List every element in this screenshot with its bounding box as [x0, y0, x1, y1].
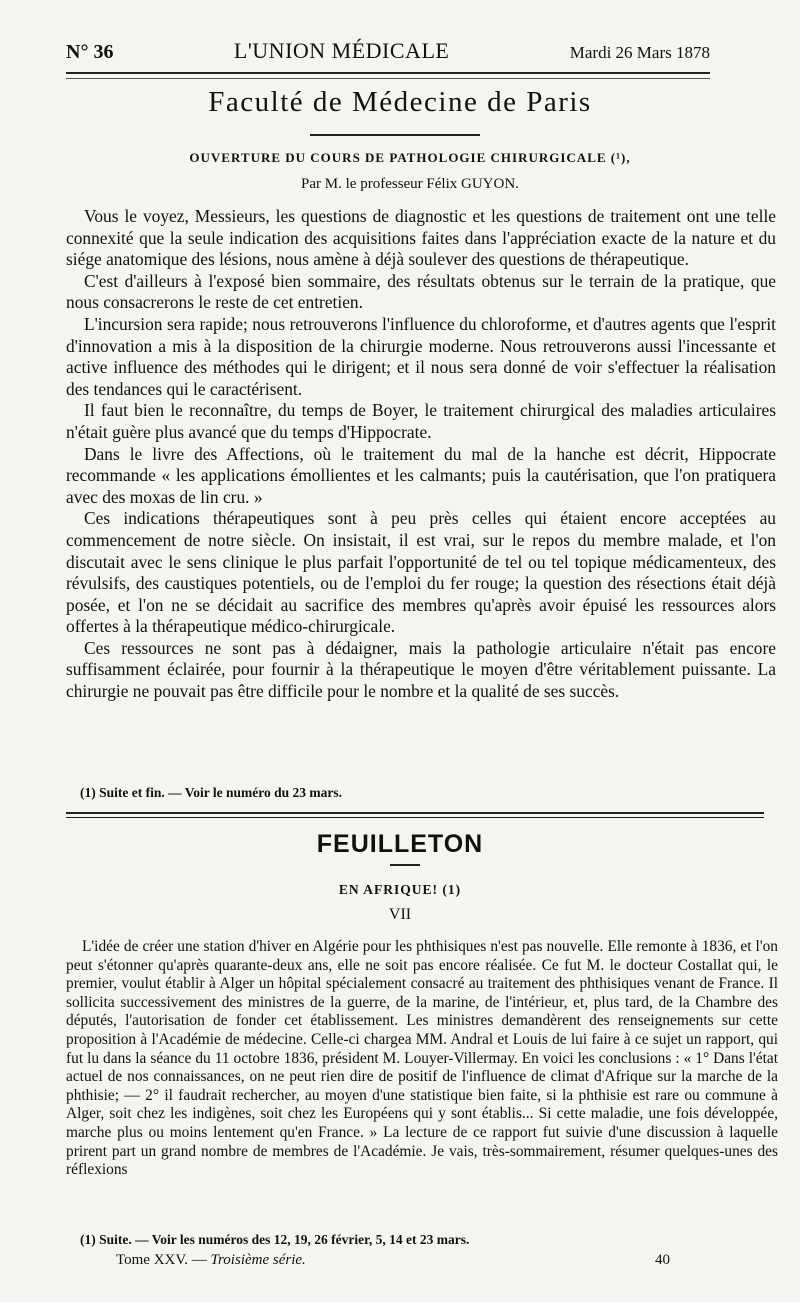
paragraph: Il faut bien le reconnaître, du temps de Boyer, le traitement chirurgical des maladies articulaires n'était guère plus avancé que du temps d'Hippocrate.: [66, 400, 776, 442]
issue-date: Mardi 26 Mars 1878: [569, 43, 710, 62]
paragraph: Ces ressources ne sont pas à dédaigner, mais la pathologie articulaire n'était pas encore suffisamment éclairée, pour fournir à la thérapeutique le moyen d'être véritablement puissante. La chirurgie ne pouvait pas être difficile pour le nombre et la qualité de ses succès.: [66, 637, 776, 702]
paragraph: Vous le voyez, Messieurs, les questions de diagnostic et les questions de traitement ont une telle connexité que la seule indication des acquisitions faites dans l'appréciation exacte de la nature et du siége anatomique des lésions, nous amène à déjà soulever des questions de thérapeutique.: [66, 206, 776, 270]
section-heading: Faculté de Médecine de Paris: [208, 86, 592, 118]
footer-series: [116, 1252, 306, 1269]
paragraph: Dans le livre des Affections, où le traitement du mal de la hanche est décrit, Hippocrate recommande « les applications émollientes et les calmants; puis la cautérisation, que l'on pratiquera avec des moxas de lin cru. »: [66, 443, 776, 507]
chapter-number: VII: [388, 906, 412, 923]
feuilleton-rule: [390, 864, 420, 866]
footer-tome: Tome XXV. —: [116, 1252, 207, 1268]
heading-rule: [310, 134, 480, 136]
paragraph: L'incursion sera rapide; nous retrouverons l'influence du chloroforme, et d'autres agents que l'esprit d'innovation a mis à la disposition de la chirurgie moderne. Nous retrouverons aussi l'incessante et active influence des méthodes qui le dirigent; et il nous sera donné de voir s'effectuer la réalisation des tendances qui le caractérisent.: [66, 313, 776, 399]
section-divider: [66, 812, 764, 814]
course-title: OUVERTURE DU COURS DE PATHOLOGIE CHIRURGICALE (¹),: [189, 150, 631, 165]
paragraph: C'est d'ailleurs à l'exposé bien sommaire, des résultats obtenus sur le terrain de la pratique, que nous consacrerons le reste de cet entretien.: [66, 270, 776, 313]
article-footnote: (1) Suite et fin. — Voir le numéro du 23 mars.: [80, 785, 343, 800]
page-footer: [116, 1252, 670, 1269]
journal-title: L'UNION MÉDICALE: [233, 38, 450, 63]
paragraph: Ces indications thérapeutiques sont à peu près celles qui étaient encore acceptées au commencement de notre siècle. On insistait, il est vrai, sur le repos du membre malade, et l'on discutait avec le sens clinique le plus parfait l'opportunité de tel ou tel topique médicamenteux, des révulsifs, des caustiques potentiels, ou de l'emploi du fer rouge; la question des résections était déjà posée, et l'on ne se décidait au sacrifice des membres qu'après avoir épuisé les ressources alors offertes à la thérapeutique médico-chirurgicale.: [66, 508, 776, 637]
footer-series-label: Troisième série.: [210, 1252, 306, 1268]
page-header: [66, 38, 710, 74]
section-divider: [66, 817, 764, 818]
header-rule: [66, 78, 710, 79]
byline: Par M. le professeur Félix GUYON.: [301, 176, 519, 192]
paragraph: L'idée de créer une station d'hiver en Algérie pour les phthisiques n'est pas nouvelle. Elle remonte à 1836, et l'on peut s'étonner qu'après quarante-deux ans, elle ne soit pas encore réalisée. Ce fut M. le docteur Costallat qui, le premier, voulut établir à Alger un hôpital spécialement consacré au traitement des phthisiques venant de France. Il sollicita successivement des ministres de la guerre, de la marine, de l'intérieur, et, plus tard, de la Chambre des députés, l'autorisation de fonder cet établissement. Les ministres demandèrent des renseignements sur cette proposition à l'Académie de médecine. Celle-ci chargea MM. Andral et Louis de lui faire à ce sujet un rapport, qui fut lu dans la séance du 11 octobre 1836, président M. Louyer-Villermay. En voici les conclusions : « 1° Dans l'état actuel de nos connaissances, on ne peut rien dire de positif de l'influence de climat d'Afrique sur la marche de la phthisie; — 2° il faudrait rechercher, au moyen d'une statistique bien faite, si la phthisie est rare ou commune à Alger, soit chez les indigènes, soit chez les Européens qui y sont établis... Si cette maladie, une fois développée, marche plus ou moins lentement qu'en France. » La lecture de ce rapport fut suivie d'une discussion à laquelle prirent part un grand nombre de membres de l'Académie. Je vais, très-sommairement, résumer quelques-unes des réflexions: [66, 938, 778, 1179]
issue-number: N° 36: [66, 41, 114, 63]
feuilleton-body: [66, 938, 778, 1180]
feuilleton-footnote: (1) Suite. — Voir les numéros des 12, 19, 26 février, 5, 14 et 23 mars.: [80, 1232, 470, 1247]
feuilleton-title: FEUILLETON: [316, 830, 484, 858]
page-number: 40: [655, 1252, 670, 1268]
article-body: [66, 206, 776, 703]
feuilleton-subtitle: EN AFRIQUE! (1): [338, 882, 462, 897]
